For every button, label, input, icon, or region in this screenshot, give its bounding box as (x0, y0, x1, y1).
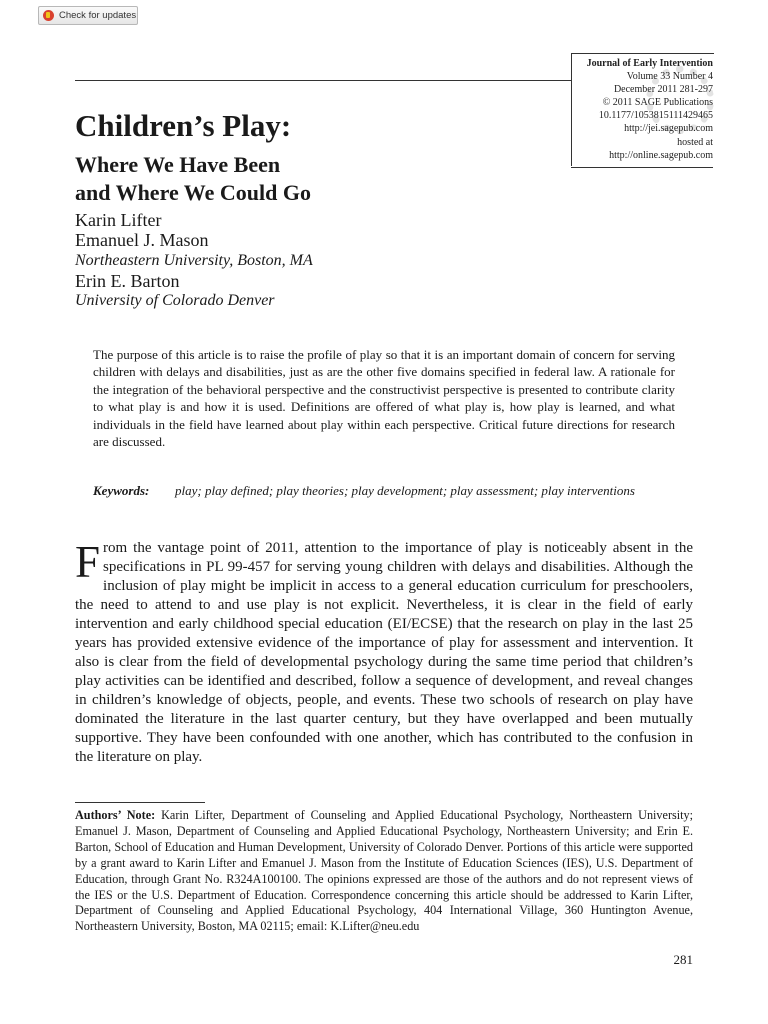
footnote-rule (75, 802, 205, 803)
authors-note-label: Authors’ Note: (75, 808, 156, 822)
authors-note-text: Karin Lifter, Department of Counseling and Applied Educational Psychology, Northeastern University; Emanuel J. Mason, Department of Counseling and Applied Educational Psychology, Northeastern University; and Erin E. Barton, School of Education and Human Development, University of Colorado Denver. Portions of this article were supported by a grant award to Karin Lifter and Emanuel J. Mason from the Institute of Education Sciences (IES), U.S. Department of Education, through Grant No. R324A100100. The opinions expressed are those of the authors and do not represent views of the IES or the U.S. Department of Education. Correspondence concerning this article should be addressed to Karin Lifter, Department of Counseling and Applied Educational Psychology, 404 International Village, 360 Huntington Avenue, Northeastern University, Boston, MA 02115; email: K.Lifter@neu.edu (75, 808, 693, 934)
journal-date-pages: December 2011 281-297 (613, 84, 713, 96)
journal-host-url[interactable]: http://online.sagepub.com (609, 149, 713, 161)
journal-hosted-at: hosted at (677, 136, 713, 148)
journal-url[interactable]: http://jei.sagepub.com (624, 123, 713, 135)
journal-copyright: © 2011 SAGE Publications (602, 97, 713, 109)
authors-note (75, 808, 693, 935)
page-number: 281 (673, 952, 693, 967)
check-for-updates-label: Check for updates (59, 10, 137, 21)
body-text: rom the vantage point of 2011, attention to the importance of play is noticeably absent in the specifications in PL 99-457 for serving young children with delays and disabilities. Although the inclusion of play might be implicit in access to a general education curriculum for preschoolers, the need to attend to and use play is not explicit. Nevertheless, it is clear in the field of early intervention and early childhood special education (EI/ECSE) that the research on play in the last 25 years has provided extensive evidence of the importance of play for assessment and intervention. It also is clear from the field of developmental psychology during the same time period that children’s play activities can be identified and described, follow a sequence of development, and reveal changes in children’s knowledge of objects, people, and events. These two schools of research on play have dominated the literature in the last quarter century, but they have overlapped and been mutually supportive. They have been confounded with one another, which has contributed to the confusion in the literature on play. (75, 540, 693, 765)
abstract: The purpose of this article is to raise the profile of play so that it is an important domain of concern for serving children with delays and disabilities, just as are the other five domains specified in federal law. A rationale for the integration of the behavioral perspective and the constructivist perspective is presented to contribute clarity to what play is and how it is used. Definitions are offered of what play is, how play is learned, and what individuals in the field have learned about play within each perspective. Critical future directions for research are discussed. (93, 347, 675, 450)
body-paragraph (75, 539, 693, 767)
keywords-label: Keywords: (93, 483, 150, 498)
author-list (75, 210, 313, 311)
article-subtitle (75, 151, 311, 207)
article-title: Children’s Play: (75, 108, 292, 143)
check-for-updates-icon (43, 10, 54, 21)
journal-info-rule (571, 167, 713, 168)
keywords-text: play; play defined; play theories; play development; play assessment; play interventions (175, 483, 635, 498)
drop-cap: F (75, 537, 101, 587)
journal-info (587, 57, 713, 162)
journal-volume: Volume 33 Number 4 (626, 71, 713, 83)
journal-doi: 10.1177/1053815111429465 (598, 110, 713, 122)
author-name: Erin E. Barton (75, 270, 180, 291)
author-affiliation: Northeastern University, Boston, MA (75, 251, 313, 269)
author-name: Karin Lifter (75, 210, 162, 230)
journal-name: Journal of Early Intervention (586, 58, 713, 69)
header-rule (75, 80, 571, 81)
subtitle-line-2: and Where We Could Go (75, 180, 311, 205)
subtitle-line-1: Where We Have Been (75, 152, 281, 177)
author-name: Emanuel J. Mason (75, 230, 209, 251)
author-affiliation: University of Colorado Denver (75, 292, 275, 310)
keywords (93, 482, 675, 499)
check-for-updates-button[interactable] (38, 6, 138, 25)
